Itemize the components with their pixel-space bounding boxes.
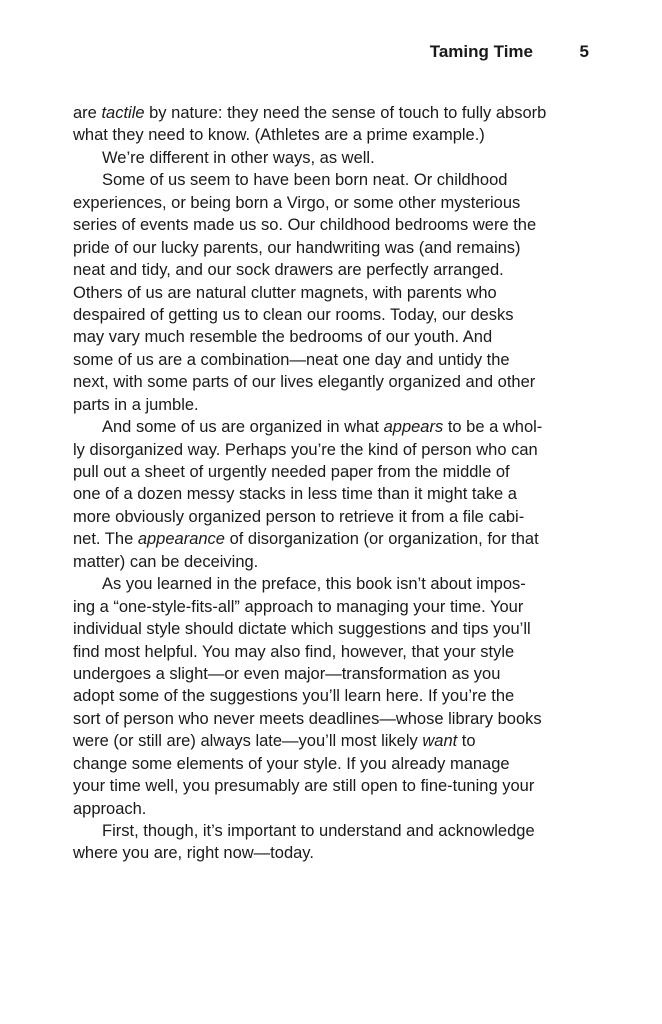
line-text: We’re different in other ways, as well.	[102, 148, 375, 167]
line-text: individual style should dictate which suggestions and tips you’ll	[73, 620, 531, 639]
text-line	[73, 842, 603, 864]
line-text: what they need to know. (Athletes are a prime example.)	[73, 126, 485, 145]
text-line	[73, 775, 603, 797]
line-text: one of a dozen messy stacks in less time than it might take a	[73, 485, 517, 504]
text-line	[73, 528, 603, 550]
line-text: approach.	[73, 799, 147, 818]
line-text: where you are, right now—today.	[73, 844, 314, 863]
text-line	[73, 147, 603, 169]
line-text: to be a whol-	[443, 418, 543, 437]
emphasized-text: appearance	[137, 530, 225, 549]
text-line	[73, 214, 603, 236]
line-text: Others of us are natural clutter magnets, with parents who	[73, 283, 497, 302]
line-text: to	[457, 732, 476, 751]
text-line	[73, 685, 603, 707]
line-text: net. The	[73, 530, 138, 549]
text-line	[73, 596, 603, 618]
line-text: pull out a sheet of urgently needed paper from the middle of	[73, 463, 510, 481]
text-line	[73, 416, 603, 438]
text-line	[73, 192, 603, 214]
emphasized-text: tactile	[101, 104, 145, 122]
line-text: pride of our lucky parents, our handwriting was (and remains)	[73, 238, 521, 257]
text-line	[73, 753, 603, 775]
text-line	[73, 371, 603, 393]
text-line	[73, 573, 603, 595]
line-text: change some elements of your style. If you already manage	[73, 754, 510, 773]
line-text: ing a “one-style-fits-all” approach to managing your time. Your	[73, 597, 524, 616]
text-line	[73, 641, 603, 663]
line-text: series of events made us so. Our childhood bedrooms were the	[73, 216, 537, 235]
emphasized-text: want	[422, 732, 458, 751]
line-text: find most helpful. You may also find, however, that your style	[73, 642, 515, 661]
line-text: sort of person who never meets deadlines—whose library books	[73, 709, 542, 728]
line-text: neat and tidy, and our sock drawers are perfectly arranged.	[73, 261, 504, 280]
line-text: some of us are a combination—neat one day and untidy the	[73, 350, 510, 369]
text-line	[73, 349, 603, 371]
text-line	[73, 394, 603, 416]
line-text: your time well, you presumably are still open to fine-tuning your	[73, 777, 535, 796]
text-line	[73, 551, 603, 573]
text-line	[73, 506, 603, 528]
text-line	[73, 663, 603, 685]
text-line	[73, 730, 603, 752]
page-number: 5	[579, 42, 589, 61]
running-title: Taming Time	[429, 42, 533, 61]
emphasized-text: appears	[383, 418, 444, 437]
line-text: Some of us seem to have been born neat. Or childhood	[102, 171, 508, 190]
text-line	[73, 304, 603, 326]
line-text: are	[73, 104, 102, 122]
line-text: despaired of getting us to clean our rooms. Today, our desks	[73, 305, 514, 324]
text-line	[73, 618, 603, 640]
text-line	[73, 798, 603, 820]
text-line	[73, 461, 603, 483]
line-text: And some of us are organized in what	[102, 418, 384, 437]
line-text: ly disorganized way. Perhaps you’re the kind of person who can	[73, 440, 538, 459]
text-line	[73, 169, 603, 191]
text-line	[73, 237, 603, 259]
text-line	[73, 259, 603, 281]
line-text: undergoes a slight—or even major—transformation as you	[73, 664, 501, 683]
line-text: more obviously organized person to retrieve it from a file cabi-	[73, 507, 525, 526]
text-line	[73, 326, 603, 348]
line-text: parts in a jumble.	[73, 395, 199, 414]
line-text: may vary much resemble the bedrooms of our youth. And	[73, 328, 493, 347]
line-text: As you learned in the preface, this book isn’t about impos-	[102, 575, 526, 594]
line-text: next, with some parts of our lives elegantly organized and other	[73, 373, 536, 392]
line-text: First, though, it’s important to understand and acknowledge	[102, 822, 535, 840]
running-header	[0, 42, 662, 66]
text-line	[73, 124, 603, 146]
text-line	[73, 439, 603, 461]
text-line	[73, 102, 603, 124]
line-text: adopt some of the suggestions you’ll learn here. If you’re the	[73, 687, 515, 706]
line-text: experiences, or being born a Virgo, or some other mysterious	[73, 193, 521, 212]
line-text: by nature: they need the sense of touch to fully absorb	[144, 104, 547, 122]
text-line	[73, 820, 603, 842]
text-line	[73, 708, 603, 730]
text-line	[73, 483, 603, 505]
line-text: matter) can be deceiving.	[73, 552, 259, 571]
body-text	[73, 102, 603, 865]
line-text: were (or still are) always late—you’ll most likely	[73, 732, 423, 751]
line-text: of disorganization (or organization, for that	[225, 530, 539, 549]
text-line	[73, 282, 603, 304]
